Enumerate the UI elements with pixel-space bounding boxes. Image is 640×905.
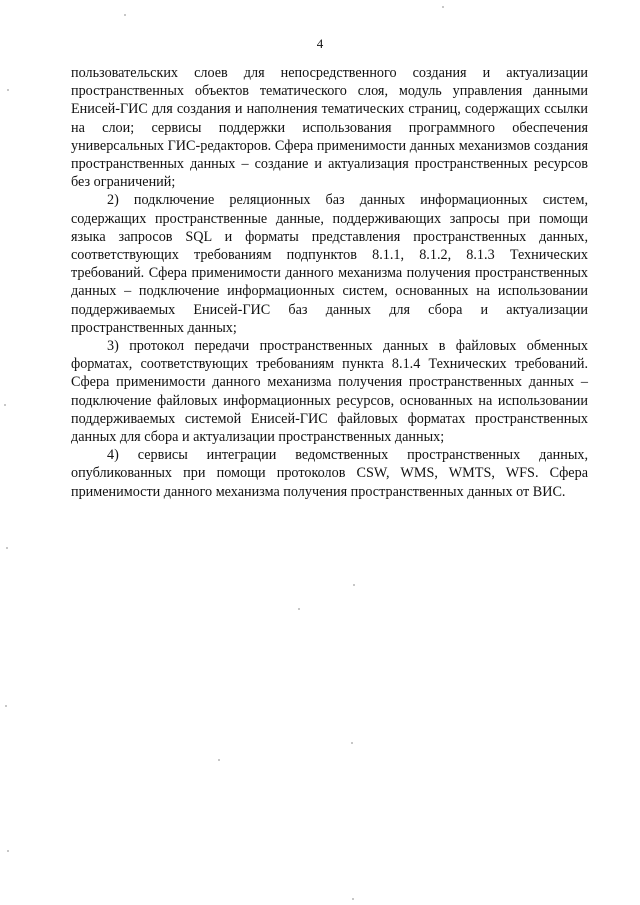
scan-speck	[5, 705, 7, 707]
scan-speck	[352, 898, 354, 900]
paragraph-item-2: 2) подключение реляционных баз данных информационных систем, содержащих пространственные данные, поддерживающих запросы при помощи языка запросов SQL и форматы представления пространственных данных, соответствующих требованиям подпунктов 8.1.1, 8.1.2, 8.1.3 Технических требований. Сфера применимости данного механизма получения пространственных данных – подключение информационных систем, основанных на использовании поддерживаемых Енисей-ГИС баз данных для сбора и актуализации пространственных данных;	[71, 192, 588, 336]
scan-speck	[218, 759, 220, 761]
paragraph-item-4: 4) сервисы интеграции ведомственных пространственных данных, опубликованных при помощи протоколов CSW, WMS, WMTS, WFS. Сфера применимости данного механизма получения пространственных данных от ВИС.	[71, 447, 588, 500]
scan-speck	[351, 742, 353, 744]
scan-speck	[124, 14, 126, 16]
page-number: 4	[316, 36, 324, 51]
scan-speck	[7, 89, 9, 91]
scan-speck	[7, 850, 9, 852]
scan-speck	[298, 608, 300, 610]
paragraph-continuation: пользовательских слоев для непосредственного создания и актуализации пространственных объектов тематического слоя, модуль управления данными Енисей-ГИС для создания и наполнения тематических страниц, содержащих ссылки на слои; сервисы поддержки использования программного обеспечения универсальных ГИС-редакторов. Сфера применимости данных механизмов создания пространственных данных – создание и актуализация пространственных ресурсов без ограничений;	[71, 65, 588, 191]
scan-speck	[442, 6, 444, 8]
document-body	[71, 64, 588, 501]
paragraph-item-3: 3) протокол передачи пространственных данных в файловых обменных форматах, соответствующих требованиям пункта 8.1.4 Технических требований. Сфера применимости данного механизма получения пространственных данных – подключение файловых информационных ресурсов, основанных на использовании поддерживаемых системой Енисей-ГИС файловых форматах пространственных данных для сбора и актуализации пространственных данных;	[71, 338, 588, 446]
scan-speck	[6, 547, 8, 549]
scan-speck	[353, 584, 355, 586]
scan-speck	[4, 404, 6, 406]
